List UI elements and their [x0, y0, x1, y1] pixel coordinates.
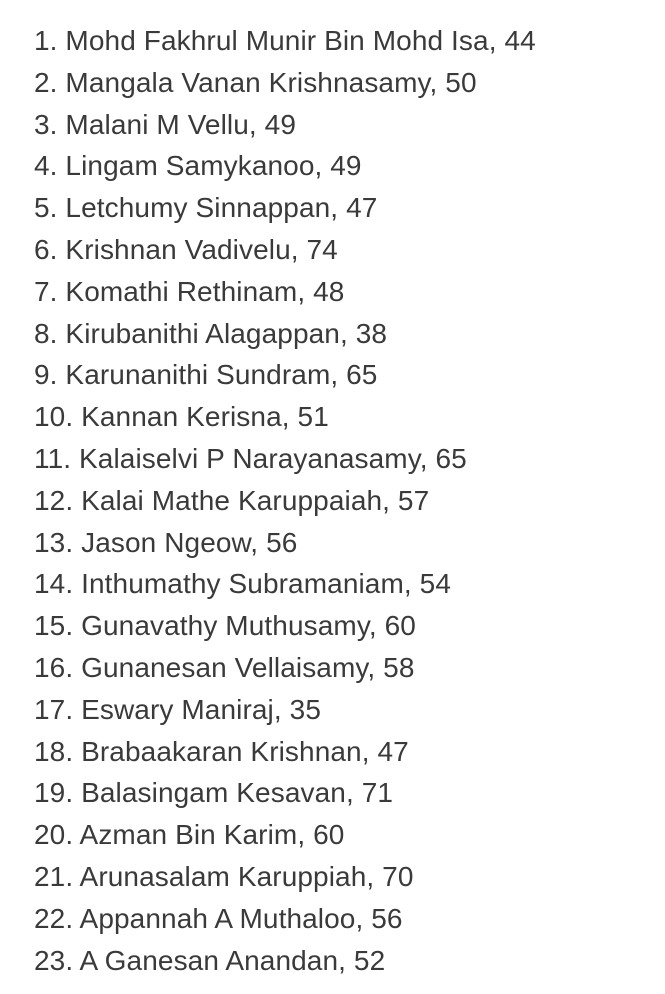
list-item: 7. Komathi Rethinam, 48 [34, 275, 345, 307]
list-item: 21. Arunasalam Karuppiah, 70 [34, 860, 414, 892]
list-item: 1. Mohd Fakhrul Munir Bin Mohd Isa, 44 [34, 25, 536, 56]
list-item: 2. Mangala Vanan Krishnasamy, 50 [34, 66, 477, 98]
list-item: 6. Krishnan Vadivelu, 74 [34, 233, 338, 265]
list-item: 4. Lingam Samykanoo, 49 [34, 150, 362, 182]
list-item: 3. Malani M Vellu, 49 [34, 108, 297, 140]
list-item: 5. Letchumy Sinnappan, 47 [34, 192, 378, 224]
list-item: 12. Kalai Mathe Karuppaiah, 57 [34, 484, 430, 516]
list-item: 17. Eswary Maniraj, 35 [34, 693, 321, 725]
list-item: 14. Inthumathy Subramaniam, 54 [34, 568, 452, 600]
list-item: 15. Gunavathy Muthusamy, 60 [34, 610, 416, 642]
list-item: 8. Kirubanithi Alagappan, 38 [34, 317, 388, 349]
list-item: 20. Azman Bin Karim, 60 [34, 819, 345, 851]
list-item: 13. Jason Ngeow, 56 [34, 526, 298, 558]
list-item: 10. Kannan Kerisna, 51 [34, 401, 329, 433]
list-item: 22. Appannah A Muthaloo, 56 [34, 902, 403, 934]
list-item: 18. Brabaakaran Krishnan, 47 [34, 735, 409, 767]
list-item: 11. Kalaiselvi P Narayanasamy, 65 [34, 442, 467, 474]
list-item: 9. Karunanithi Sundram, 65 [34, 359, 378, 391]
list-item: 23. A Ganesan Anandan, 52 [34, 944, 386, 976]
list-item: 19. Balasingam Kesavan, 71 [34, 777, 394, 809]
name-age-list [34, 20, 536, 981]
list-item: 16. Gunanesan Vellaisamy, 58 [34, 651, 415, 683]
